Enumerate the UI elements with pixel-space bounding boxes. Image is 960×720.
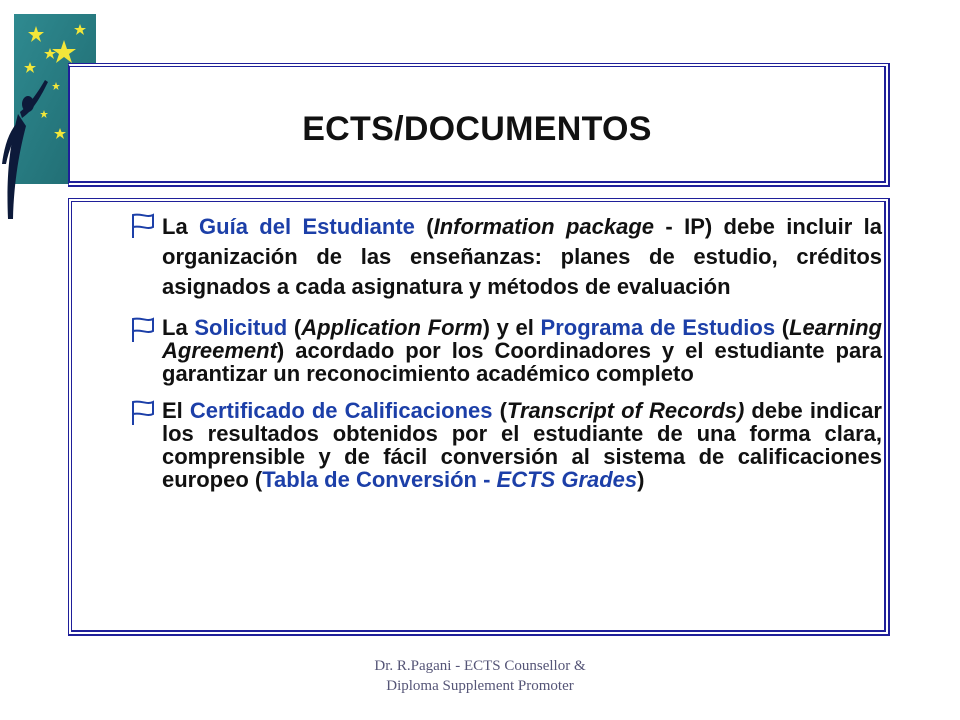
bullet1-text-1: La bbox=[162, 214, 200, 239]
bullet-item-certificado bbox=[128, 399, 882, 491]
bullet-item-guia-estudiante bbox=[128, 212, 882, 302]
bullet3-text-6: Tabla de Conversión - bbox=[262, 467, 497, 492]
footer-line-1: Dr. R.Pagani - ECTS Counsellor & bbox=[374, 658, 586, 674]
bullet3-text-3: ( bbox=[492, 398, 507, 423]
bullet1-text-3: ( bbox=[414, 214, 434, 239]
bullet3-text-2: Certificado de Calificaciones bbox=[189, 398, 493, 423]
bullet-list bbox=[128, 212, 882, 491]
pennant-flag-bullet-icon bbox=[128, 212, 156, 240]
bullet2-text-3: ( bbox=[287, 315, 302, 340]
bullet3-text-1: El bbox=[162, 398, 190, 423]
title-frame bbox=[68, 63, 890, 187]
bullet2-text-7: ( bbox=[775, 315, 790, 340]
bullet2-text-1: La bbox=[162, 315, 195, 340]
slide-footer bbox=[0, 656, 960, 696]
bullet1-text-2: Guía del Estudiante bbox=[199, 214, 415, 239]
bullet2-text-4: Application Form bbox=[301, 315, 483, 340]
bullet3-text-5: debe indicar los resultados obtenidos por el estudiante de una forma clara, comprensible y de fácil conversión al sistema de calificaciones europeo ( bbox=[162, 398, 882, 492]
bullet2-text-2: Solicitud bbox=[194, 315, 288, 340]
bullet-item-solicitud bbox=[128, 316, 882, 385]
bullet3-text-8: ) bbox=[637, 467, 645, 492]
pennant-flag-bullet-icon bbox=[128, 399, 156, 427]
bullet2-text-5: ) y el bbox=[482, 315, 541, 340]
bullet2-text-8: Learning Agreement bbox=[162, 315, 882, 363]
bullet3-text-7: ECTS Grades bbox=[496, 467, 638, 492]
pennant-flag-bullet-icon bbox=[128, 316, 156, 344]
slide-title: ECTS/DOCUMENTOS bbox=[302, 109, 652, 148]
bullet2-text-6: Programa de Estudios bbox=[540, 315, 776, 340]
bullet1-text-5: - IP) debe incluir la organización de las enseñanzas: planes de estudio, créditos asignados a cada asignatura y métodos de evaluación bbox=[162, 214, 882, 299]
bullet1-text-4: Information package bbox=[433, 214, 655, 239]
bullet2-text-9: ) acordado por los Coordinadores y el estudiante para garantizar un reconocimiento académico completo bbox=[162, 338, 882, 386]
bullet3-text-4: Transcript of Records) bbox=[506, 398, 745, 423]
footer-line-2: Diploma Supplement Promoter bbox=[386, 678, 574, 694]
